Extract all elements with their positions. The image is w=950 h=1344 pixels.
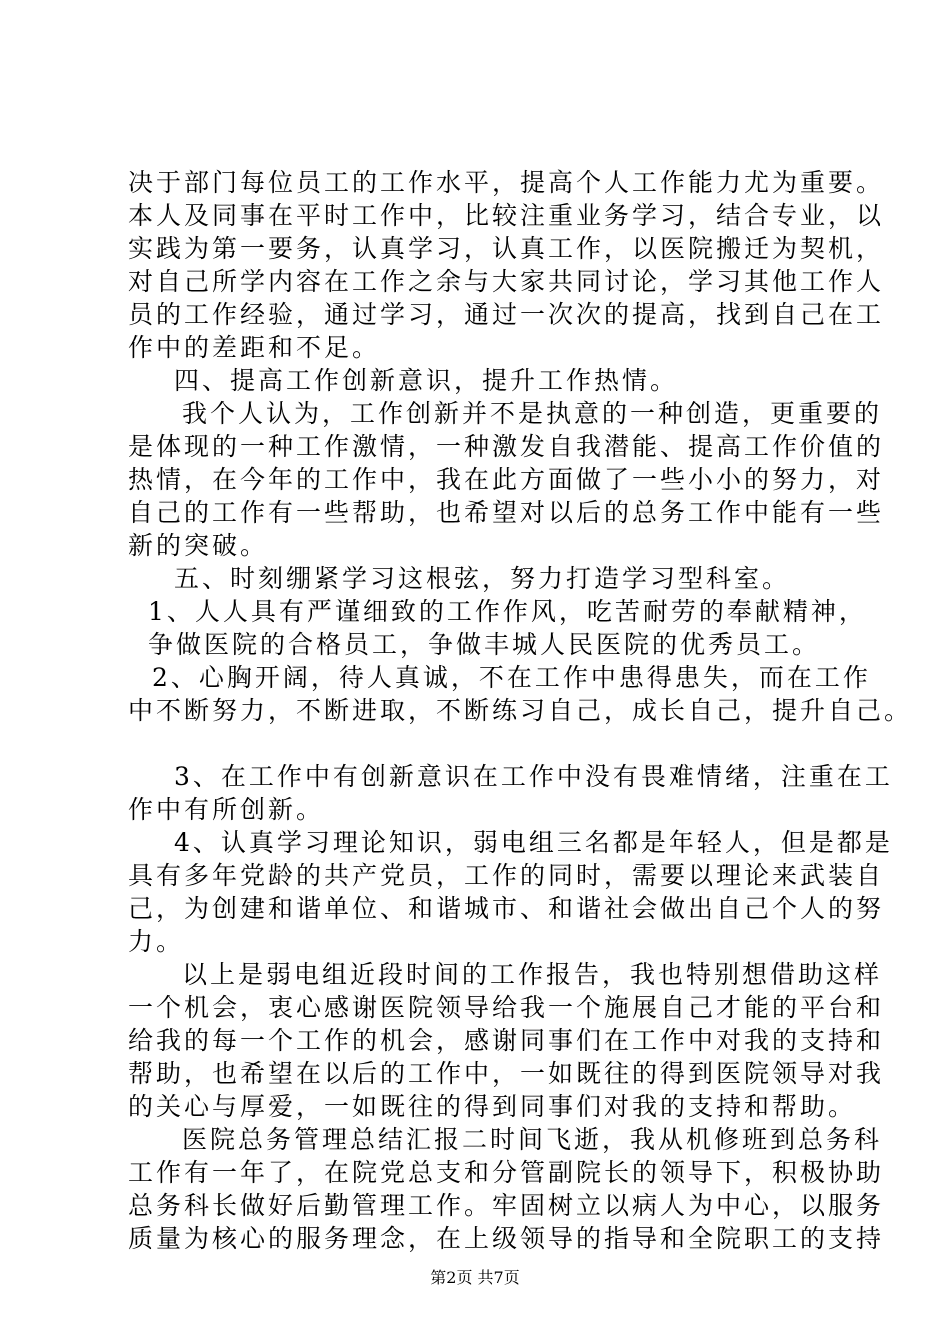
list-item: 2、心胸开阔，待人真诚，不在工作中患得患失，而在工作 bbox=[152, 663, 871, 692]
text-line: 新的突破。 bbox=[128, 531, 269, 560]
text-line: 作中有所创新。 bbox=[128, 795, 325, 824]
list-item: 1、人人具有严谨细致的工作作风，吃苦耐劳的奉献精神， bbox=[148, 597, 867, 626]
text-line: 具有多年党龄的共产党员，工作的同时，需要以理论来武装自 bbox=[128, 861, 885, 890]
text-line: 工作有一年了，在院党总支和分管副院长的领导下，积极协助 bbox=[128, 1158, 885, 1187]
text-line: 一个机会，衷心感谢医院领导给我一个施展自己才能的平台和 bbox=[128, 993, 885, 1022]
text-line: 争做医院的合格员工，争做丰城人民医院的优秀员工。 bbox=[148, 630, 821, 659]
page-footer bbox=[0, 1268, 950, 1288]
text-line: 实践为第一要务，认真学习，认真工作，以医院搬迁为契机， bbox=[128, 234, 885, 263]
text-line: 员的工作经验，通过学习，通过一次次的提高，找到自己在工 bbox=[128, 300, 885, 329]
page-number-label: 第2页 共7页 bbox=[430, 1268, 520, 1287]
text-line: 以上是弱电组近段时间的工作报告，我也特别想借助这样 bbox=[182, 960, 883, 989]
text-line: 是体现的一种工作激情，一种激发自我潜能、提高工作价值的 bbox=[128, 432, 885, 461]
text-line: 作中的差距和不足。 bbox=[128, 333, 381, 362]
text-line: 对自己所学内容在工作之余与大家共同讨论，学习其他工作人 bbox=[128, 267, 885, 296]
text-line: 本人及同事在平时工作中，比较注重业务学习，结合专业，以 bbox=[128, 201, 885, 230]
document-body bbox=[128, 166, 913, 1255]
text-line: 中不断努力，不断进取，不断练习自己，成长自己，提升自己。 bbox=[128, 696, 913, 725]
text-line: 的关心与厚爱，一如既往的得到同事们对我的支持和帮助。 bbox=[128, 1092, 857, 1121]
text-line: 自己的工作有一些帮助，也希望对以后的总务工作中能有一些 bbox=[128, 498, 885, 527]
text-line: 总务科长做好后勤管理工作。牢固树立以病人为中心，以服务 bbox=[128, 1191, 885, 1220]
text-line: 给我的每一个工作的机会，感谢同事们在工作中对我的支持和 bbox=[128, 1026, 885, 1055]
text-line: 我个人认为，工作创新并不是执意的一种创造，更重要的 bbox=[182, 399, 883, 428]
blank-line bbox=[128, 727, 840, 760]
text-line: 帮助，也希望在以后的工作中，一如既往的得到医院领导对我 bbox=[128, 1059, 885, 1088]
text-line: 质量为核心的服务理念，在上级领导的指导和全院职工的支持 bbox=[128, 1224, 885, 1253]
text-line: 医院总务管理总结汇报二时间飞逝，我从机修班到总务科 bbox=[182, 1125, 883, 1154]
section-heading: 五、时刻绷紧学习这根弦，努力打造学习型科室。 bbox=[174, 564, 791, 593]
list-item: 4、认真学习理论知识，弱电组三名都是年轻人，但是都是 bbox=[174, 828, 893, 857]
list-item: 3、在工作中有创新意识在工作中没有畏难情绪，注重在工 bbox=[174, 762, 893, 791]
text-line: 力。 bbox=[128, 927, 185, 956]
text-line: 热情，在今年的工作中，我在此方面做了一些小小的努力，对 bbox=[128, 465, 885, 494]
section-heading: 四、提高工作创新意识，提升工作热情。 bbox=[174, 366, 679, 395]
text-line: 己，为创建和谐单位、和谐城市、和谐社会做出自己个人的努 bbox=[128, 894, 885, 923]
text-line: 决于部门每位员工的工作水平，提高个人工作能力尤为重要。 bbox=[128, 168, 885, 197]
